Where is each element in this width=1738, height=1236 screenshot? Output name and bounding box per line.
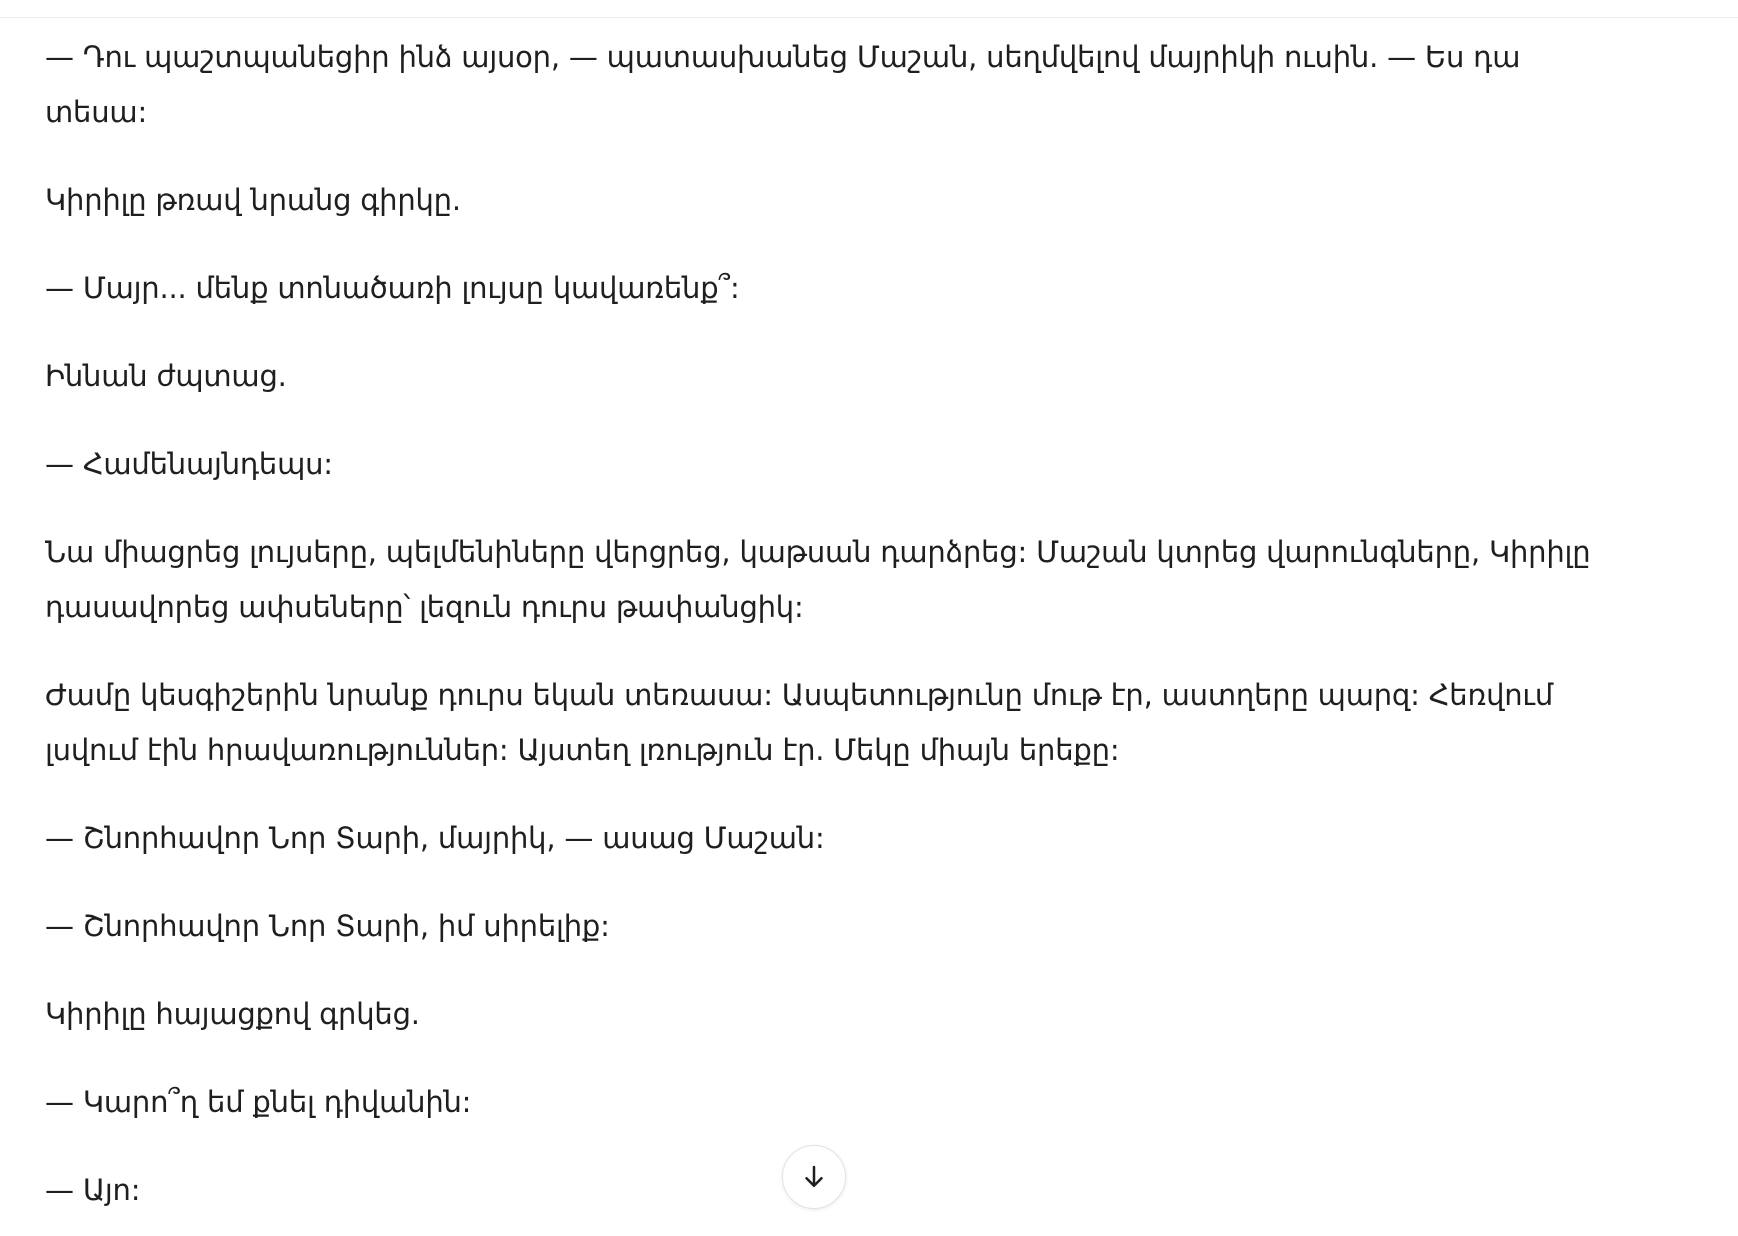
scroll-to-bottom-button[interactable] <box>782 1145 846 1209</box>
message-paragraph-5: — Համենայնդեպս: <box>45 447 333 481</box>
assistant-message <box>45 30 1605 1236</box>
chat-scroll-area[interactable] <box>0 18 1738 1236</box>
message-paragraph-11: — Կարո՞ղ եմ քնել դիվանին: <box>45 1085 472 1119</box>
message-paragraph-6: Նա միացրեց լույսերը, պելմենիները վերցրեց, կաթսան դարձրեց: Մաշան կտրեց վարունգները, Կիրիլը դասավորեց ափսեները՝ լեզուն դուրս թափանցիկ: <box>45 535 1591 624</box>
message-paragraph-4: Իննան ժպտաց. <box>45 359 287 393</box>
message-paragraph-9: — Շնորհավոր Նոր Տարի, իմ սիրելիք: <box>45 909 610 943</box>
message-paragraph-1: — Դու պաշտպանեցիր ինձ այսօր, — պատասխանեց Մաշան, սեղմվելով մայրիկի ուսին. — Ես դա տեսա: <box>45 40 1521 129</box>
arrow-down-icon <box>799 1162 829 1192</box>
message-paragraph-10: Կիրիլը հայացքով գրկեց. <box>45 997 420 1031</box>
message-paragraph-7: Ժամը կեսգիշերին նրանք դուրս եկան տեռասա: Ասպետությունը մութ էր, աստղերը պարզ: Հեռվում լսվում էին հրավառություններ: Այստեղ լռություն էր. Մեկը միայն երեքը: <box>45 678 1554 767</box>
message-paragraph-2: Կիրիլը թռավ նրանց գիրկը. <box>45 183 461 217</box>
message-paragraph-12: — Այո: <box>45 1173 141 1207</box>
message-paragraph-3: — Մայր... մենք տոնածառի լույսը կավառենք՞: <box>45 271 740 305</box>
top-header-divider <box>0 0 1738 18</box>
message-paragraph-8: — Շնորհավոր Նոր Տարի, մայրիկ, — ասաց Մաշան: <box>45 821 825 855</box>
